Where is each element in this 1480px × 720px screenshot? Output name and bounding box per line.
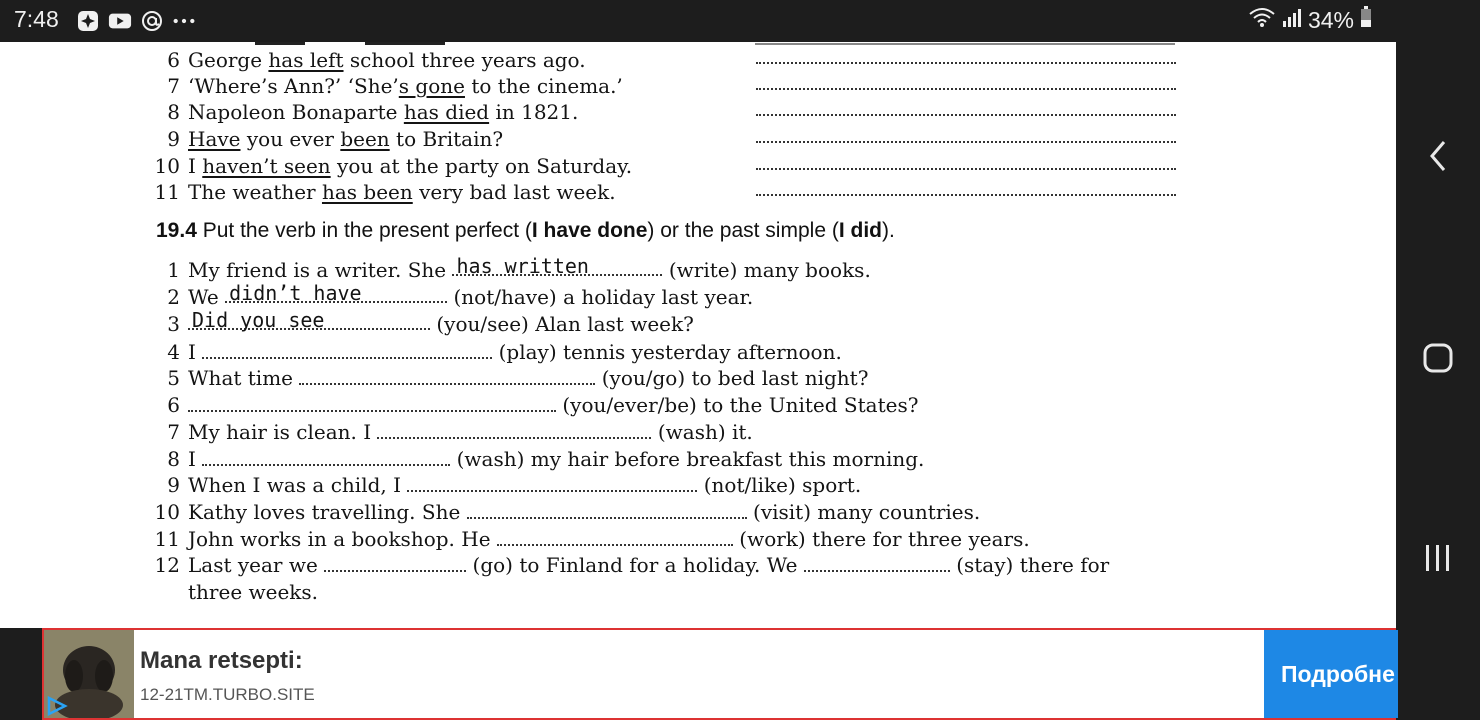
- at-icon: [140, 9, 164, 33]
- item-number: 11: [154, 527, 180, 551]
- heading-text-a: Put the verb in the present perfect (: [196, 219, 532, 242]
- verb-prompt: (go) to Finland for a holiday. We: [472, 553, 798, 577]
- item-number: 9: [167, 473, 180, 497]
- navigation-bar: [1396, 0, 1480, 720]
- sentence-start: When I was a child, I: [188, 473, 402, 497]
- heading-text-c: ).: [882, 219, 895, 242]
- previous-exercise-item: [150, 180, 1190, 206]
- underlined-verb: been: [340, 127, 390, 151]
- youtube-icon: [108, 9, 132, 33]
- sentence-start: John works in a bookshop. He: [188, 527, 491, 551]
- filled-answer-blank[interactable]: [188, 308, 430, 332]
- sentence-fragment: very bad last week.: [412, 180, 616, 204]
- item-sentence: [188, 74, 623, 98]
- wifi-icon: [1248, 6, 1276, 34]
- previous-exercise-item: [150, 100, 1190, 126]
- verb-prompt: (you/see) Alan last week?: [436, 312, 694, 336]
- item-sentence: [188, 180, 616, 204]
- answer-blank[interactable]: [377, 421, 651, 439]
- more-icon: [172, 9, 196, 33]
- exercise-continuation: [150, 580, 1190, 606]
- item-number: 5: [167, 366, 180, 390]
- answer-blank[interactable]: [497, 528, 733, 546]
- answer-blank[interactable]: [202, 448, 450, 466]
- item-number: 11: [154, 180, 180, 204]
- home-icon: [1422, 342, 1454, 374]
- item-number: 6: [167, 48, 180, 72]
- clock: 7:48: [14, 6, 59, 32]
- back-button[interactable]: [1396, 126, 1480, 186]
- heading-text-b: ) or the past simple (: [647, 219, 839, 242]
- item-number: 7: [167, 74, 180, 98]
- sentence-start: Kathy loves travelling. She: [188, 500, 461, 524]
- cropped-line-fragment: [255, 42, 1185, 46]
- item-number: 7: [167, 420, 180, 444]
- sentence-fragment: to Britain?: [389, 127, 504, 151]
- item-sentence: [188, 500, 980, 524]
- filled-answer-blank[interactable]: [225, 281, 447, 305]
- exercise-number: 19.4: [156, 219, 197, 242]
- previous-exercise-item: [150, 48, 1190, 74]
- verb-prompt: (write) many books.: [668, 258, 871, 282]
- heading-bold-b: I did: [838, 219, 882, 242]
- item-number: 3: [167, 312, 180, 336]
- handwritten-answer: didn’t have: [229, 281, 362, 305]
- verb-prompt: (play) tennis yesterday afternoon.: [498, 340, 842, 364]
- verb-prompt: (stay) there for: [956, 553, 1110, 577]
- answer-blank: [756, 194, 1176, 196]
- item-sentence: [188, 366, 868, 390]
- ad-banner[interactable]: [42, 628, 1396, 720]
- chevron-left-icon: [1426, 138, 1450, 174]
- sentence-fragment: I: [188, 154, 203, 178]
- verb-prompt: (visit) many countries.: [753, 500, 981, 524]
- item-sentence: [188, 393, 918, 417]
- sentence-start: My hair is clean. I: [188, 420, 372, 444]
- item-number: 9: [167, 127, 180, 151]
- item-number: 10: [154, 154, 180, 178]
- item-number: 12: [154, 553, 180, 577]
- verb-prompt: (you/ever/be) to the United States?: [562, 393, 919, 417]
- sentence-fragment: Napoleon Bonaparte: [188, 100, 404, 124]
- verb-prompt: (work) there for three years.: [739, 527, 1030, 551]
- sentence-fragment: to the cinema.’: [464, 74, 623, 98]
- continuation-text: three weeks.: [188, 580, 319, 604]
- item-sentence: [188, 447, 924, 471]
- answer-blank[interactable]: [299, 367, 595, 385]
- item-sentence: [188, 527, 1030, 551]
- exercise-item: [150, 473, 1190, 499]
- answer-blank[interactable]: [407, 474, 697, 492]
- underlined-verb: has been: [321, 180, 413, 204]
- ad-details-button[interactable]: Подробне: [1264, 630, 1398, 718]
- underlined-verb: haven’t seen: [202, 154, 331, 178]
- answer-blank[interactable]: [467, 501, 747, 519]
- item-sentence: [188, 154, 632, 178]
- sentence-start: I: [188, 447, 196, 471]
- battery-level: 34%: [1307, 6, 1354, 33]
- sentence-start: Last year we: [188, 553, 318, 577]
- ad-choices-icon[interactable]: [46, 696, 68, 716]
- underlined-verb: has died: [403, 100, 490, 124]
- underlined-verb: has left: [268, 48, 344, 72]
- underlined-verb: Have: [188, 127, 241, 151]
- sentence-start: We: [188, 285, 219, 309]
- item-sentence: [188, 254, 871, 282]
- battery-icon: [1360, 6, 1372, 34]
- worksheet-page[interactable]: [0, 42, 1396, 628]
- recent-apps-icon: [1423, 543, 1453, 573]
- previous-exercise-item: [150, 154, 1190, 180]
- exercise-item: [150, 393, 1190, 419]
- sentence-fragment: George: [188, 48, 269, 72]
- exercise-item: [150, 340, 1190, 366]
- exercise-item: [150, 500, 1190, 526]
- filled-answer-blank[interactable]: [452, 254, 662, 278]
- answer-blank: [756, 62, 1176, 64]
- sentence-fragment: ‘Where’s Ann?’ ‘She’: [188, 74, 399, 98]
- item-sentence: [188, 100, 578, 124]
- answer-blank[interactable]: [188, 394, 556, 412]
- item-number: 6: [167, 393, 180, 417]
- item-number: 2: [167, 285, 180, 309]
- item-sentence: [188, 127, 503, 151]
- ad-site-url[interactable]: 12-21TM.TURBO.SITE: [140, 685, 315, 704]
- item-number: 8: [167, 447, 180, 471]
- verb-prompt: (wash) my hair before breakfast this morning.: [456, 447, 925, 471]
- exercise-item: [150, 366, 1190, 392]
- exercise-item: [150, 553, 1190, 579]
- previous-exercise-item: [150, 74, 1190, 100]
- gallery-icon: [76, 9, 100, 33]
- answer-blank[interactable]: [202, 341, 492, 359]
- sentence-fragment: in 1821.: [489, 100, 579, 124]
- answer-blank: [756, 141, 1176, 143]
- item-sentence: [188, 340, 842, 364]
- answer-blank: [756, 114, 1176, 116]
- verb-prompt: (you/go) to bed last night?: [601, 366, 869, 390]
- verb-prompt: (not/have) a holiday last year.: [453, 285, 754, 309]
- heading-bold-a: I have done: [531, 219, 648, 242]
- item-number: 1: [167, 258, 180, 282]
- exercise-item: [150, 527, 1190, 553]
- exercise-heading: [156, 219, 895, 243]
- answer-blank[interactable]: [324, 554, 466, 572]
- exercise-item: [150, 308, 1190, 338]
- item-sentence: [188, 48, 586, 72]
- status-bar: [0, 0, 1396, 42]
- item-number: 4: [167, 340, 180, 364]
- sentence-start: I: [188, 340, 196, 364]
- sentence-fragment: The weather: [188, 180, 322, 204]
- home-button[interactable]: [1396, 328, 1480, 388]
- item-sentence: [188, 308, 694, 336]
- item-sentence: [188, 420, 753, 444]
- answer-blank: [756, 168, 1176, 170]
- verb-prompt: (wash) it.: [657, 420, 753, 444]
- sentence-start: What time: [188, 366, 293, 390]
- ad-title[interactable]: Mana retsepti:: [140, 647, 303, 674]
- item-number: 8: [167, 100, 180, 124]
- exercise-item: [150, 447, 1190, 473]
- handwritten-answer: has written: [456, 254, 589, 278]
- sentence-fragment: you ever: [240, 127, 341, 151]
- ad-thumbnail-image[interactable]: [44, 630, 134, 718]
- item-sentence: [188, 473, 861, 497]
- exercise-item: [150, 420, 1190, 446]
- sentence-fragment: school three years ago.: [343, 48, 586, 72]
- underlined-verb: s gone: [398, 74, 465, 98]
- verb-prompt: (not/like) sport.: [703, 473, 862, 497]
- previous-exercise-item: [150, 127, 1190, 153]
- answer-blank: [756, 88, 1176, 90]
- sentence-fragment: you at the party on Saturday.: [330, 154, 633, 178]
- handwritten-answer: Did you see: [192, 308, 325, 332]
- signal-icon: [1282, 7, 1302, 34]
- answer-blank[interactable]: [804, 554, 950, 572]
- item-number: 10: [154, 500, 180, 524]
- sentence-start: My friend is a writer. She: [188, 258, 447, 282]
- item-sentence: [188, 553, 1109, 577]
- recent-apps-button[interactable]: [1396, 528, 1480, 588]
- item-sentence: [188, 281, 754, 309]
